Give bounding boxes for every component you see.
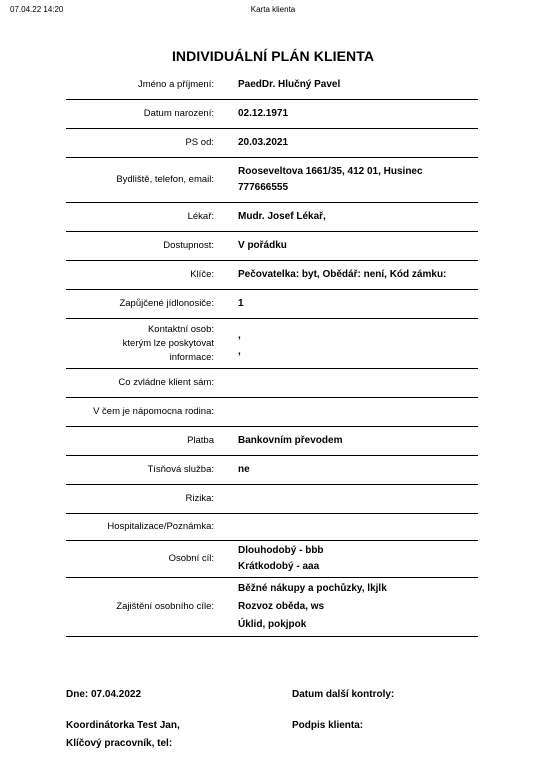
emergency-service-label	[66, 456, 214, 484]
value-line: ne	[238, 464, 250, 475]
label-line: Zapůjčené jídlonosiče:	[119, 298, 214, 309]
value-line: 20.03.2021	[238, 137, 289, 148]
footer-coordinator: Koordinátorka Test Jan,	[66, 720, 180, 731]
row-goal-provision	[66, 578, 478, 637]
row-risks	[66, 485, 478, 514]
row-contacts	[66, 319, 478, 369]
label-line: kterým lze poskytovat	[122, 337, 214, 349]
ps-from-value	[238, 129, 478, 157]
label-line: Dostupnost:	[163, 240, 214, 251]
availability-value	[238, 232, 478, 260]
label-line: PS od:	[185, 137, 214, 148]
family-help-value	[238, 398, 478, 426]
row-hospitalization	[66, 514, 478, 541]
row-availability	[66, 232, 478, 261]
value-line: Mudr. Josef Lékař,	[238, 211, 326, 222]
label-line: Klíče:	[190, 269, 214, 280]
row-birth-date	[66, 100, 478, 129]
personal-goal-label	[66, 541, 214, 577]
label-line: Platba	[187, 435, 214, 446]
value-line: ,	[238, 329, 241, 341]
page-title: INDIVIDUÁLNÍ PLÁN KLIENTA	[171, 48, 375, 64]
label-line: Osobní cíl:	[168, 553, 214, 564]
label-line: Kontaktní osob:	[147, 323, 214, 335]
value-line: V pořádku	[238, 240, 287, 251]
goal-provision-label	[66, 578, 214, 636]
print-timestamp: 07.04.22 14:20	[10, 5, 64, 14]
client-abilities-value	[238, 369, 478, 397]
footer-client-signature: Podpis klienta:	[292, 720, 364, 731]
meal-boxes-label	[66, 290, 214, 318]
goal-provision-value	[238, 578, 478, 636]
contacts-label	[66, 319, 214, 368]
value-line: Běžné nákupy a pochůzky, lkjlk	[238, 583, 387, 594]
payment-value	[238, 427, 478, 455]
name-value	[238, 70, 478, 99]
label-line: Zajištění osobního cíle:	[116, 601, 214, 612]
value-line: PaedDr. Hlučný Pavel	[238, 78, 341, 90]
value-line: Krátkodobý - aaa	[238, 561, 320, 572]
keys-value	[238, 261, 478, 289]
row-meal-boxes	[66, 290, 478, 319]
birth-date-label	[66, 100, 214, 128]
ps-from-label	[66, 129, 214, 157]
family-help-label	[66, 398, 214, 426]
label-line: Datum narození:	[143, 108, 214, 119]
label-line: Hospitalizace/Poznámka:	[107, 521, 214, 532]
label-line: Tísňová služba:	[147, 464, 214, 475]
label-line: Co zvládne klient sám:	[118, 377, 214, 388]
row-name	[66, 70, 478, 100]
row-payment	[66, 427, 478, 456]
footer-key-worker: Klíčový pracovník, tel:	[66, 738, 173, 749]
risks-value	[238, 485, 478, 513]
meal-boxes-value	[238, 290, 478, 318]
value-line: Rooseveltova 1661/35, 412 01, Husinec	[238, 166, 423, 177]
row-doctor	[66, 203, 478, 232]
keys-label	[66, 261, 214, 289]
emergency-service-value	[238, 456, 478, 484]
payment-label	[66, 427, 214, 455]
label-line: Rizika:	[185, 493, 214, 504]
row-keys	[66, 261, 478, 290]
value-line: Rozvoz oběda, ws	[238, 601, 325, 612]
contacts-value	[238, 319, 478, 368]
doctor-label	[66, 203, 214, 231]
name-label	[66, 70, 214, 99]
value-line: Úklid, pokjpok	[238, 619, 307, 630]
value-line: Bankovním převodem	[238, 435, 343, 446]
risks-label	[66, 485, 214, 513]
label-line: Bydliště, telefon, email:	[116, 174, 214, 185]
label-line: V čem je nápomocna rodina:	[93, 406, 214, 417]
address-value	[238, 158, 478, 202]
personal-goal-value	[238, 541, 478, 577]
label-line: Lékař:	[187, 211, 214, 222]
footer-next-check: Datum další kontroly:	[292, 689, 395, 700]
doctor-value	[238, 203, 478, 231]
row-client-abilities	[66, 369, 478, 398]
value-line: Pečovatelka: byt, Obědář: není, Kód zámku:	[238, 269, 447, 280]
value-line: Dlouhodobý - bbb	[238, 545, 324, 556]
hospitalization-value	[238, 514, 478, 540]
address-label	[66, 158, 214, 202]
availability-label	[66, 232, 214, 260]
row-emergency-service	[66, 456, 478, 485]
footer-date: Dne: 07.04.2022	[66, 689, 142, 700]
row-personal-goal	[66, 541, 478, 578]
label-line: informace:	[169, 351, 214, 363]
value-line: ,	[238, 345, 241, 357]
client-abilities-label	[66, 369, 214, 397]
value-line: 1	[238, 298, 244, 309]
hospitalization-label	[66, 514, 214, 540]
row-address	[66, 158, 478, 203]
document-header: Karta klienta	[250, 5, 296, 14]
value-line: 777666555	[238, 182, 289, 193]
value-line: 02.12.1971	[238, 108, 289, 119]
label-line: Jméno a příjmení:	[137, 78, 214, 90]
row-ps-from	[66, 129, 478, 158]
client-plan-table	[66, 70, 478, 637]
birth-date-value	[238, 100, 478, 128]
row-family-help	[66, 398, 478, 427]
